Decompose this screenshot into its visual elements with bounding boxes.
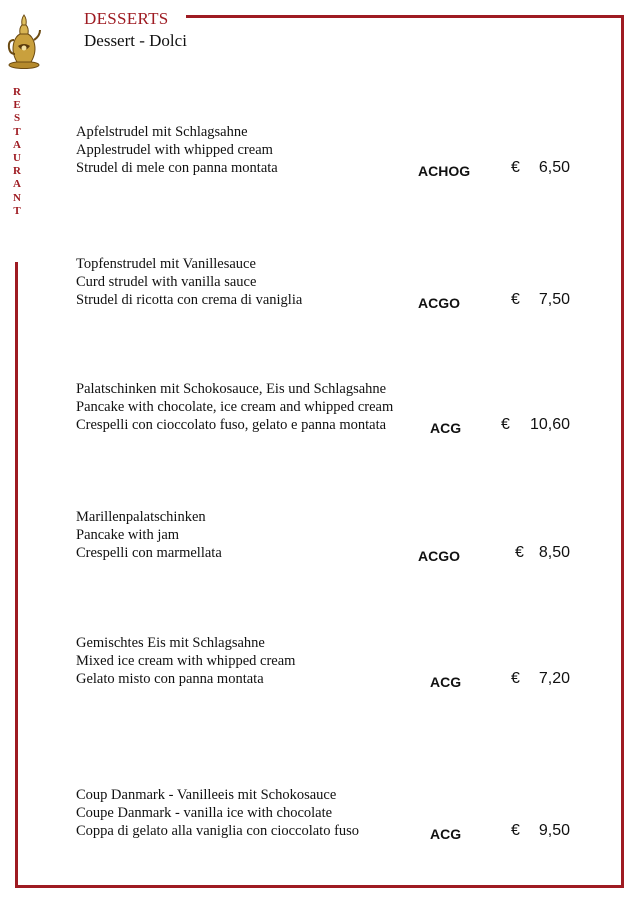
item-price: 8,50	[538, 544, 570, 561]
item-name-de: Topfenstrudel mit Vanillesauce	[76, 256, 256, 272]
side-letter: R	[13, 86, 21, 98]
allergen-codes: ACG	[430, 826, 462, 842]
item-name-it: Strudel di mele con panna montata	[76, 160, 278, 176]
item-name-de: Gemischtes Eis mit Schlagsahne	[76, 635, 265, 651]
menu-item	[0, 255, 640, 325]
allergen-codes: ACHOG	[418, 163, 471, 179]
section-title: DESSERTS	[84, 9, 169, 28]
item-price: 9,50	[538, 822, 570, 839]
item-name-de: Coup Danmark - Vanilleeis mit Schokosauce	[76, 787, 337, 803]
item-name-en: Applestrudel with whipped cream	[76, 142, 273, 158]
allergen-codes: ACGO	[418, 295, 460, 311]
item-name-en: Curd strudel with vanilla sauce	[76, 274, 257, 290]
side-letter: E	[13, 99, 21, 112]
item-name-de: Apfelstrudel mit Schlagsahne	[76, 124, 248, 140]
item-name-it: Crespelli con marmellata	[76, 545, 222, 561]
menu-item	[0, 634, 640, 704]
frame-top-border	[186, 15, 624, 18]
allergen-codes: ACGO	[418, 548, 460, 564]
menu-item	[0, 123, 640, 193]
item-price: 7,20	[538, 670, 570, 687]
item-name-en: Coupe Danmark - vanilla ice with chocolate	[76, 805, 333, 821]
item-name-it: Coppa di gelato alla vaniglia con cioccolato fuso	[76, 823, 360, 839]
item-price: 7,50	[538, 291, 570, 308]
item-name-it: Gelato misto con panna montata	[76, 671, 264, 687]
item-name-en: Pancake with chocolate, ice cream and whipped cream	[76, 399, 394, 415]
item-name-it: Strudel di ricotta con crema di vaniglia	[76, 292, 303, 308]
item-name-de: Palatschinken mit Schokosauce, Eis und Schlagsahne	[76, 381, 387, 397]
allergen-codes: ACG	[430, 420, 462, 436]
menu-item	[0, 508, 640, 578]
item-price: 6,50	[538, 159, 570, 176]
allergen-codes: ACG	[430, 674, 462, 690]
side-letter: N	[13, 191, 21, 204]
side-letter: T	[13, 125, 21, 138]
euro-sign: €	[511, 159, 520, 176]
item-name-it: Crespelli con cioccolato fuso, gelato e panna montata	[76, 417, 387, 433]
euro-sign: €	[511, 822, 520, 839]
menu-item	[0, 380, 640, 450]
side-letter: U	[13, 152, 21, 165]
side-letter: S	[13, 112, 21, 125]
frame-bottom-border	[15, 885, 624, 888]
euro-sign: €	[511, 291, 520, 308]
section-subtitle: Dessert - Dolci	[84, 31, 187, 50]
menu-item	[0, 786, 640, 856]
euro-sign: €	[511, 670, 520, 687]
side-letter: R	[13, 165, 21, 178]
item-name-de: Marillenpalatschinken	[76, 509, 206, 525]
side-letter: T	[13, 204, 21, 217]
item-price: 10,60	[529, 416, 570, 433]
item-name-en: Mixed ice cream with whipped cream	[76, 653, 296, 669]
euro-sign: €	[515, 544, 524, 561]
item-name-en: Pancake with jam	[76, 527, 180, 543]
side-letter: A	[13, 178, 21, 191]
coffee-pot-emblem-icon	[6, 10, 42, 70]
side-letter: A	[13, 138, 21, 151]
euro-sign: €	[501, 416, 510, 433]
